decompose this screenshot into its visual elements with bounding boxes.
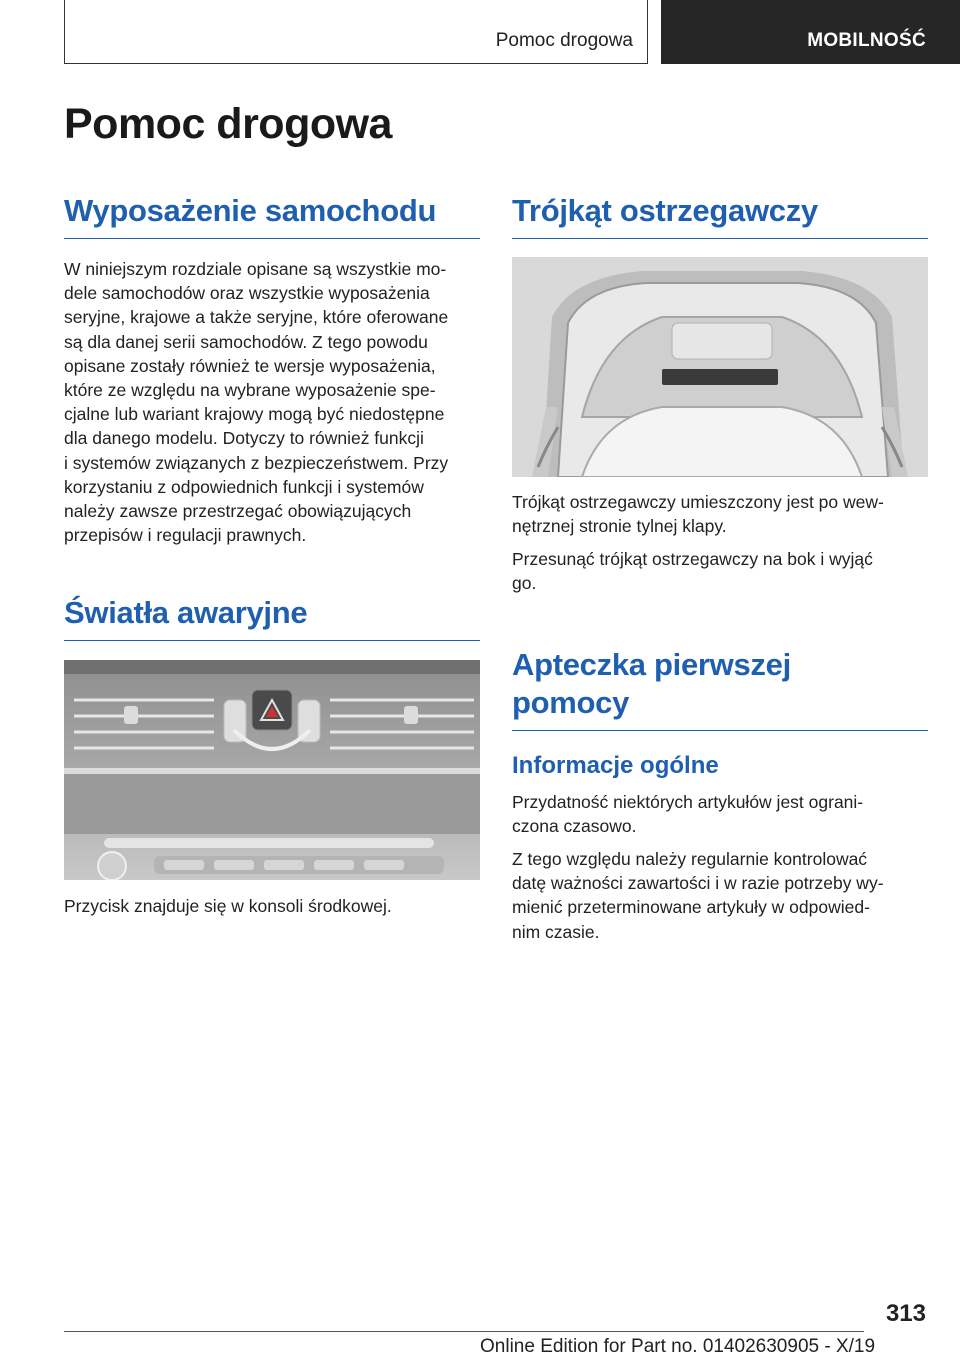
hazard-caption: Przycisk znajduje się w konsoli środkowej. [64, 896, 392, 916]
text-line: które ze względu na wybrane wyposażenie spe- [64, 380, 436, 401]
heading-equipment: Wyposażenie samochodu [64, 192, 480, 239]
firstaid-paragraph-1 [512, 790, 928, 838]
text-line: seryjne, krajowe a także seryjne, które oferowane [64, 307, 449, 328]
heading-warning-triangle: Trójkąt ostrzegawczy [512, 192, 928, 239]
triangle-paragraph-1 [512, 490, 928, 538]
text-line: W niniejszym rozdziale opisane są wszystkie mo- [64, 259, 447, 279]
header-section-title: Pomoc drogowa [495, 30, 633, 51]
subheading-general-info: Informacje ogólne [512, 752, 719, 779]
header-chapter-tab [661, 0, 960, 64]
text-line: przepisów i regulacji prawnych. [64, 525, 307, 546]
page-title: Pomoc drogowa [64, 100, 392, 148]
text-line: mienić przeterminowane artykuły w odpowied- [512, 897, 870, 918]
text-line: opisane zostały również te wersje wyposażenia, [64, 355, 436, 376]
text-line: korzystaniu z odpowiednich funkcji i systemów [64, 476, 424, 497]
text-line: Z tego względu należy regularnie kontrolować [512, 849, 868, 869]
header-section-tab [64, 0, 648, 64]
text-line: i systemów związanych z bezpieczeństwem. Przy [64, 452, 449, 473]
text-line: dele samochodów oraz wszystkie wyposażenia [64, 283, 430, 304]
text-line: cjalne lub wariant krajowy mogą być niedostępne [64, 404, 445, 425]
text-line: datę ważności zawartości i w razie potrzeby wy- [512, 873, 884, 894]
header-chapter-title: MOBILNOŚĆ [807, 30, 926, 51]
equipment-paragraph [64, 257, 480, 547]
warning-triangle-figure [512, 257, 928, 477]
heading-line: pomocy [512, 685, 630, 720]
text-line: dla danego modelu. Dotyczy to również funkcji [64, 428, 424, 449]
text-line: Przydatność niektórych artykułów jest ograni- [512, 792, 864, 812]
text-line: Przesunąć trójkąt ostrzegawczy na bok i wyjąć [512, 549, 873, 569]
heading-hazard-lights: Światła awaryjne [64, 594, 480, 641]
text-line: Trójkąt ostrzegawczy umieszczony jest po wew- [512, 492, 884, 512]
footer-divider [64, 1331, 864, 1332]
footer-edition: Online Edition for Part no. 01402630905 - X/19 [480, 1336, 876, 1357]
heading-line: Apteczka pierwszej [512, 647, 791, 682]
triangle-paragraph-2 [512, 547, 928, 595]
text-line: nim czasie. [512, 921, 600, 942]
text-line: czona czasowo. [512, 816, 637, 837]
center-console-image [64, 660, 480, 880]
text-line: należy zawsze przestrzegać obowiązujących [64, 501, 412, 522]
text-line: nętrznej stronie tylnej klapy. [512, 516, 727, 537]
firstaid-paragraph-2 [512, 847, 928, 944]
page-number: 313 [885, 1300, 926, 1327]
tailgate-image [512, 257, 928, 477]
text-line: go. [512, 573, 537, 594]
heading-first-aid [512, 646, 928, 731]
text-line: są dla danej serii samochodów. Z tego powodu [64, 331, 428, 352]
hazard-button-figure [64, 660, 480, 880]
